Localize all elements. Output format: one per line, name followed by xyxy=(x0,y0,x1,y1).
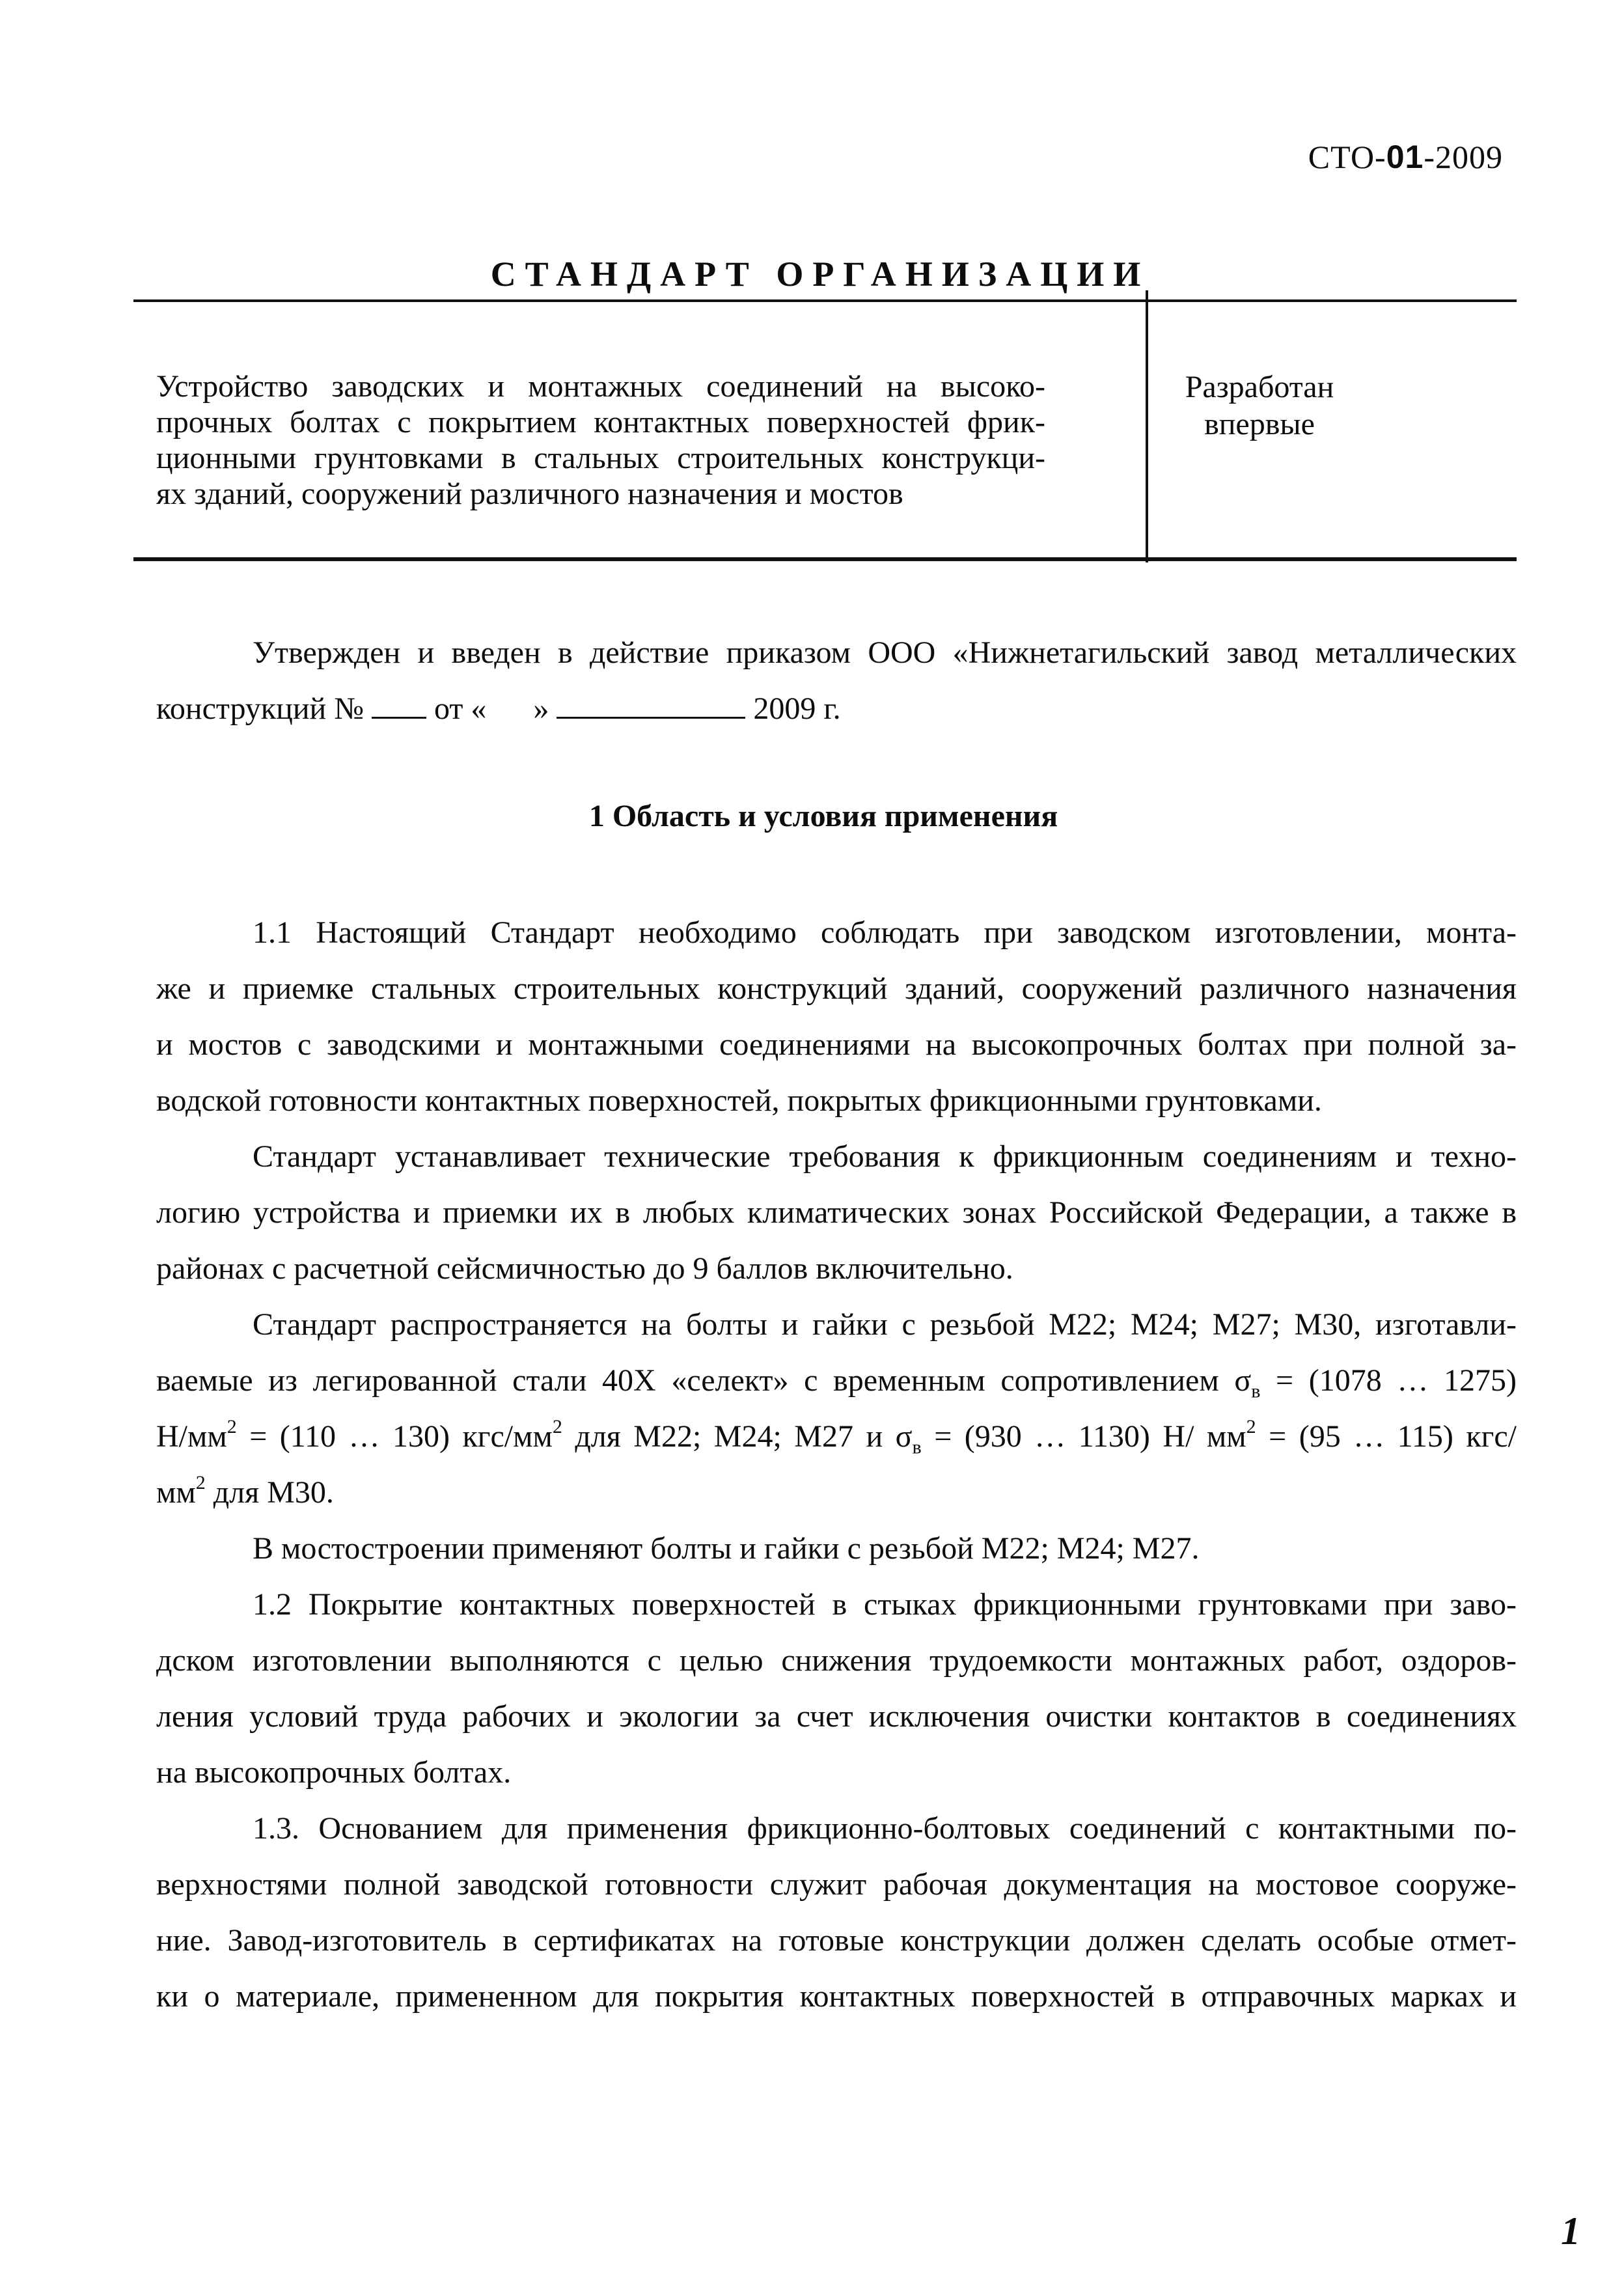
header-bottom-rule xyxy=(133,557,1517,561)
order-number-blank xyxy=(372,691,426,719)
paragraph-line: на высокопрочных болтах. xyxy=(156,1755,512,1790)
approval-date-label: от « xyxy=(434,691,487,726)
section-body xyxy=(156,905,1517,2025)
doc-code-number: 01 xyxy=(1386,139,1424,175)
description-line: ционными грунтовками в стальных строительных конструкци- xyxy=(156,441,1045,475)
note-line: впервые xyxy=(1204,407,1315,441)
paragraph-line: же и приемке стальных строительных конструкций зданий, сооружений различного назначения xyxy=(156,971,1517,1006)
section-heading: 1 Область и условия применения xyxy=(588,799,1058,833)
header-column-divider xyxy=(1146,290,1148,562)
note-line: Разработан xyxy=(1185,370,1334,404)
paragraph-line: ваемые из легированной стали 40Х «селект» с временным сопротивлением $\sigma_в = (1078$ … 1275) xyxy=(156,1363,1517,1402)
development-note xyxy=(1165,368,1354,443)
paragraph-line: 1.2 Покрытие контактных поверхностей в стыках фрикционными грунтовками при заво- xyxy=(253,1587,1517,1622)
approval-number-label: конструкций № xyxy=(156,691,364,726)
paragraph-line: и мостов с заводскими и монтажными соединениями на высокопрочных болтах при полной за- xyxy=(156,1027,1517,1062)
document-code xyxy=(1308,138,1503,176)
description-line: прочных болтах с покрытием контактных поверхностей фрик- xyxy=(156,405,1045,439)
paragraph-line: 1.3. Основанием для применения фрикционно-болтовых соединений с контактными по- xyxy=(253,1811,1517,1846)
doc-code-prefix: СТО- xyxy=(1308,139,1386,175)
description-line: ях зданий, сооружений различного назначения и мостов xyxy=(156,477,903,511)
paragraph-line: 1.1 Настоящий Стандарт необходимо соблюдать при заводском изготовлении, монта- xyxy=(253,915,1517,950)
paragraph-line: верхностями полной заводской готовности служит рабочая документация на мостовое сооруже- xyxy=(156,1867,1517,1902)
approval-year: 2009 г. xyxy=(753,691,841,726)
paragraph-line: ления условий труда рабочих и экологии за счет исключения очистки контактов в соединениях xyxy=(156,1699,1517,1734)
approval-statement xyxy=(156,625,1517,737)
standard-description xyxy=(156,368,1045,512)
page-number: 1 xyxy=(1561,2210,1580,2253)
paragraph-line: логию устройства и приемки их в любых климатических зонах Российской Федерации, а также в xyxy=(156,1195,1517,1230)
paragraph-line: В мостостроении применяют болты и гайки с резьбой М22; М24; М27. xyxy=(253,1531,1200,1566)
paragraph-line: районах с расчетной сейсмичностью до 9 баллов включительно. xyxy=(156,1251,1013,1286)
paragraph-line: $мм^2$ для М30. xyxy=(156,1472,334,1510)
header-top-rule xyxy=(133,299,1517,302)
paragraph-line: ки о материале, примененном для покрытия контактных поверхностей в отправочных марках и xyxy=(156,1979,1517,2014)
paragraph-line: дском изготовлении выполняются с целью снижения трудоемкости монтажных работ, оздоров- xyxy=(156,1643,1517,1678)
description-line: Устройство заводских и монтажных соединений на высоко- xyxy=(156,369,1045,404)
approval-date-close: » xyxy=(533,691,549,726)
paragraph-line: ние. Завод-изготовитель в сертификатах на готовые конструкции должен сделать особые отмет- xyxy=(156,1923,1517,1958)
month-blank xyxy=(557,691,745,719)
approval-line: Утвержден и введен в действие приказом ООО «Нижнетагильский завод металлических xyxy=(253,635,1517,670)
doc-code-suffix: -2009 xyxy=(1424,139,1503,175)
paragraph-line: водской готовности контактных поверхностей, покрытых фрикционными грунтовками. xyxy=(156,1083,1322,1118)
standard-title: СТАНДАРТ ОРГАНИЗАЦИИ xyxy=(490,255,1150,294)
paragraph-line: $Н/мм^2 = (110$ … 130) кгс/$мм^2$ для М22; М24; М27 и $\sigma_в = (930$ … 1130) Н/ $мм^2 = (95$ … 115) кгс/ xyxy=(156,1416,1517,1458)
paragraph-line: Стандарт распространяется на болты и гайки с резьбой М22; М24; М27; М30, изготавли- xyxy=(253,1307,1517,1342)
paragraph-line: Стандарт устанавливает технические требования к фрикционным соединениям и техно- xyxy=(253,1139,1517,1174)
approval-line xyxy=(156,681,1517,737)
